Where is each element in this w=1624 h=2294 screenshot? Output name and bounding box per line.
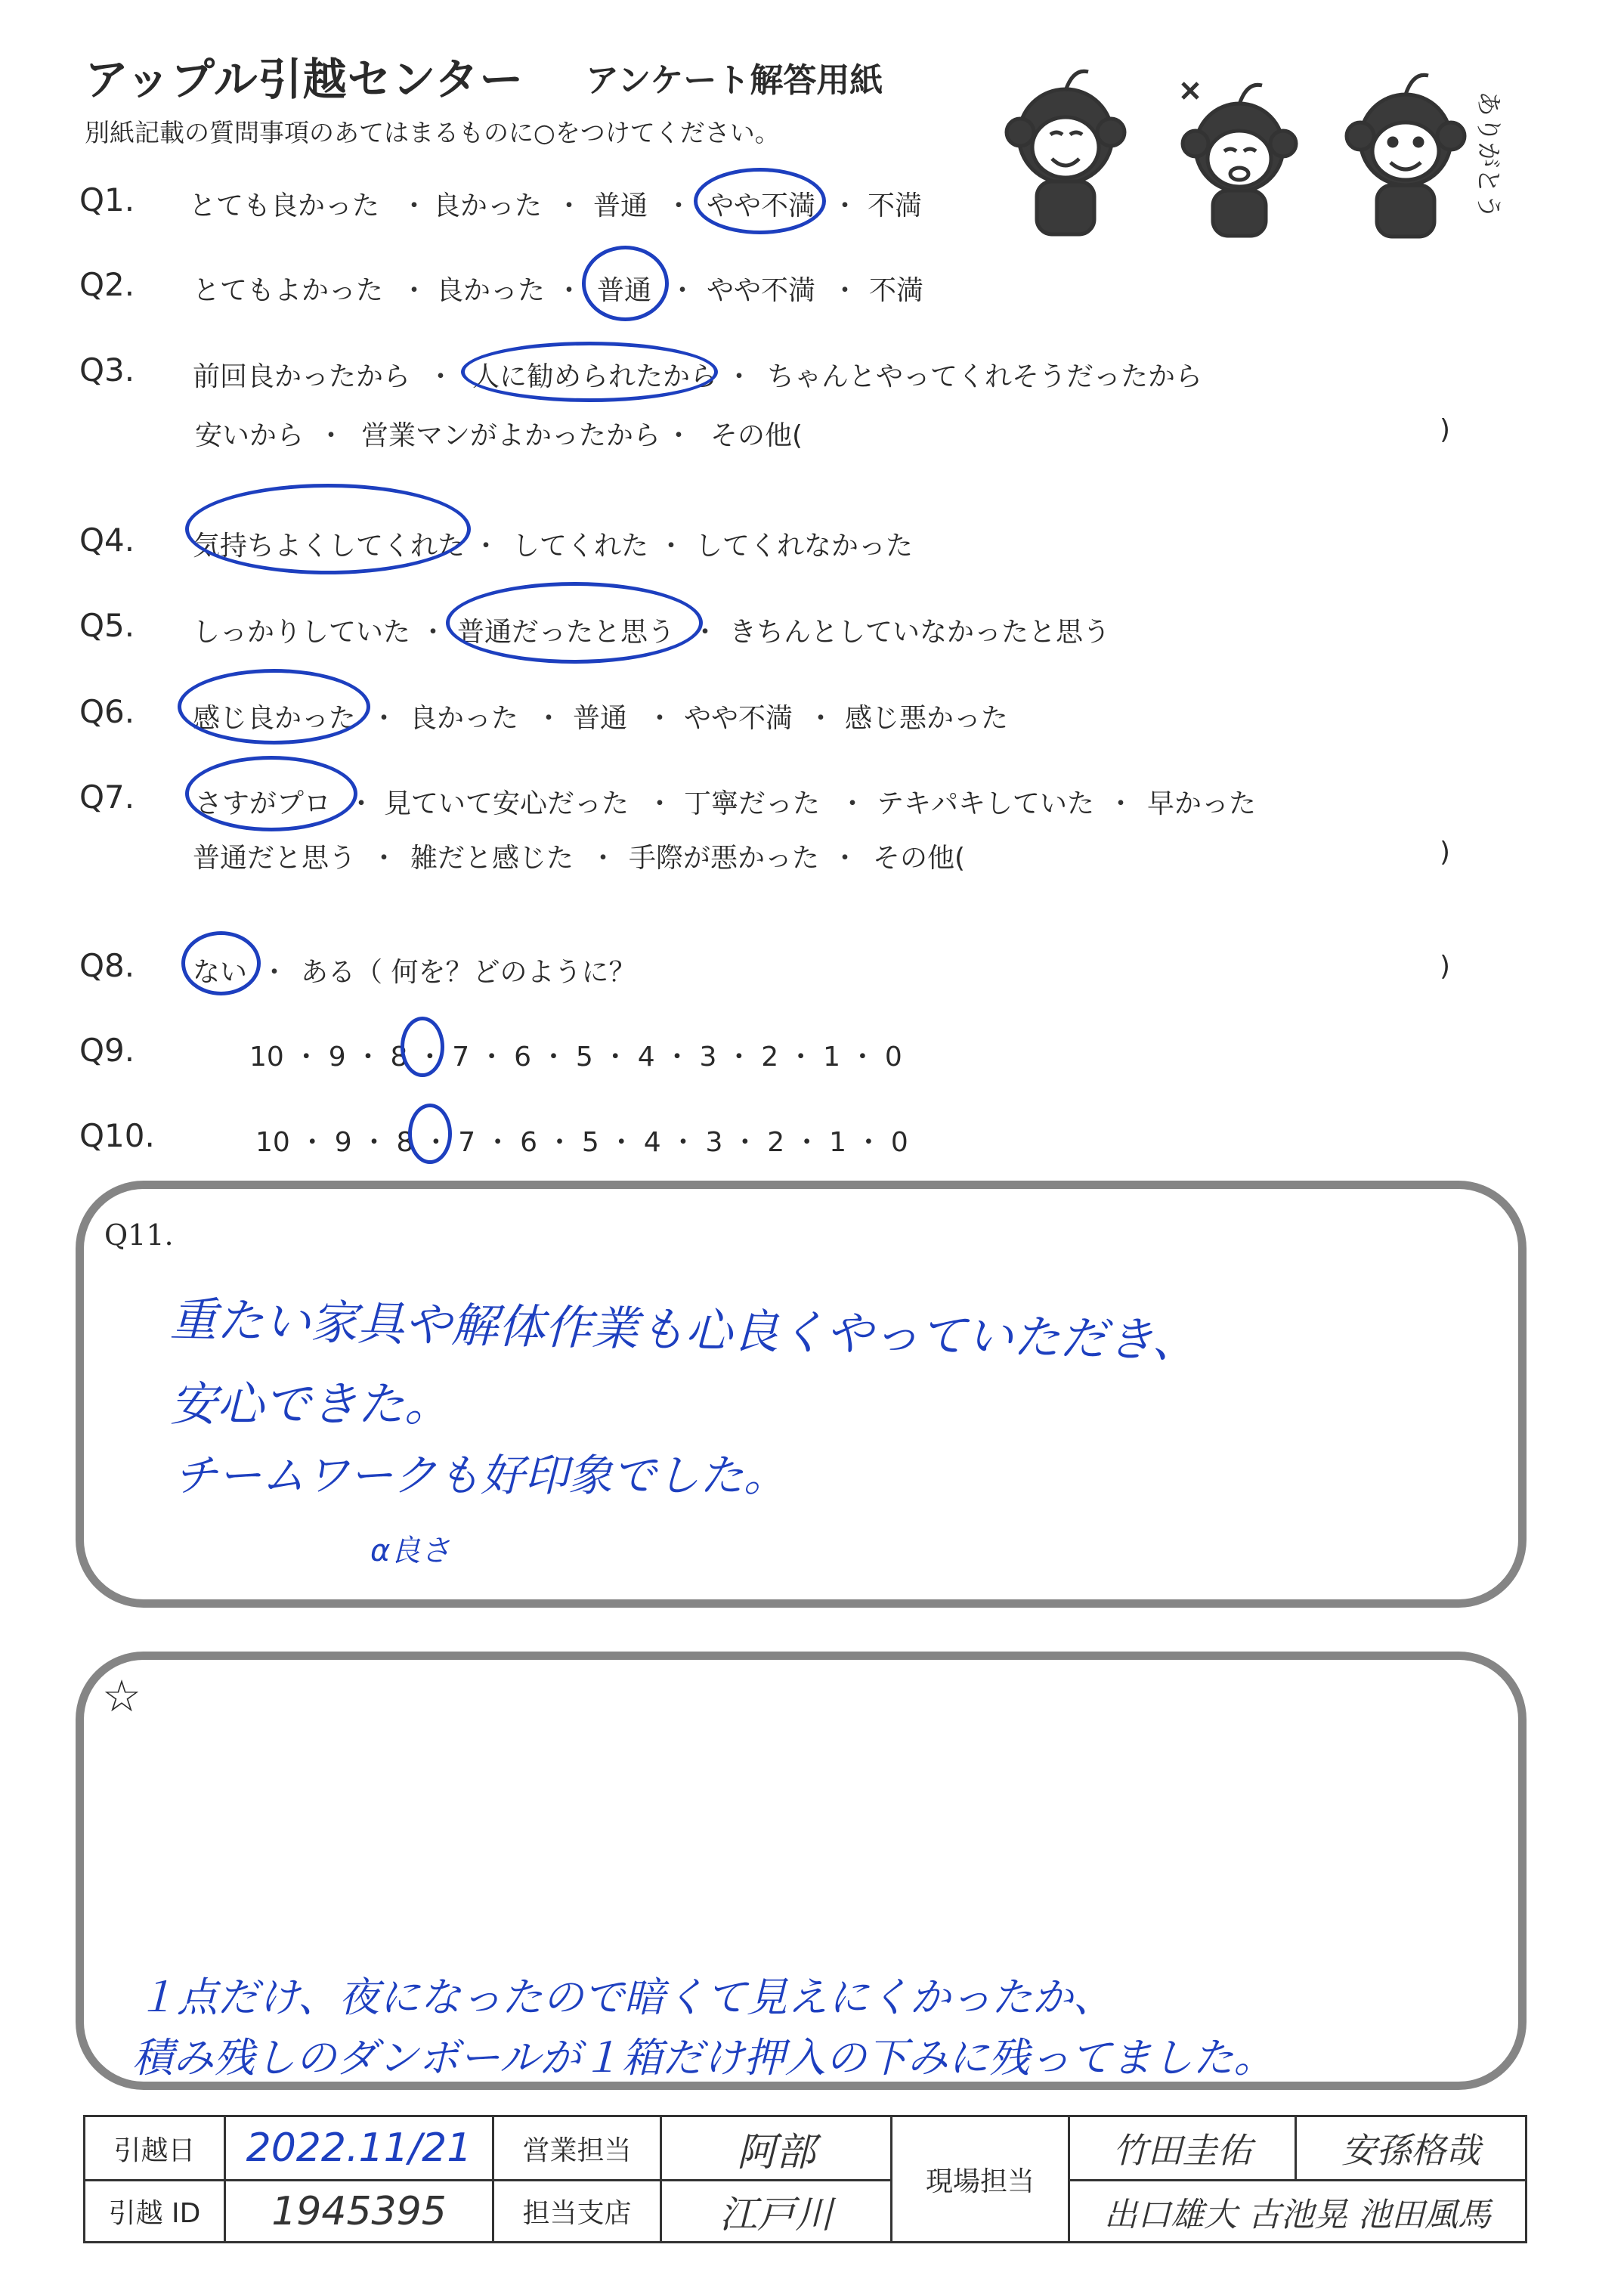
form-subtitle: アンケート解答用紙 (586, 61, 883, 100)
separator-dot: ・ (839, 788, 867, 819)
star-comment-box[interactable] (76, 1652, 1527, 2090)
monkey-icon (1183, 83, 1296, 236)
separator-dot: ・ (317, 420, 345, 451)
move-date-value[interactable]: 2022.11/21 (225, 2116, 493, 2181)
q10-scale-value[interactable]: 2 (767, 1127, 785, 1158)
separator-dot: ・ (1107, 788, 1135, 819)
q9-scale-value[interactable]: 4 (637, 1042, 655, 1073)
separator-dot: ・ (831, 275, 859, 306)
q2-option[interactable]: 不満 (869, 275, 924, 306)
separator-dot: ・ (831, 190, 859, 221)
handwritten-line: 積み残しのダンボールが１箱だけ押入の下みに残ってました。 (132, 2034, 1275, 2082)
q9-scale (249, 1036, 902, 1074)
q7-option[interactable]: 早かった (1147, 788, 1257, 819)
separator-dot: ・ (654, 1042, 700, 1073)
q9-scale-value[interactable]: 0 (884, 1042, 902, 1073)
q2-option-selected[interactable]: 普通 (597, 275, 652, 306)
separator-dot: ・ (716, 1042, 762, 1073)
field-staff-name[interactable]: 安孫格哉 (1296, 2116, 1527, 2181)
separator-dot: ・ (289, 1127, 335, 1158)
q3-option[interactable]: 営業マンがよかったから (361, 420, 661, 451)
separator-dot: ・ (599, 1127, 644, 1158)
q9-scale-value[interactable]: 1 (823, 1042, 840, 1073)
q10-scale-value[interactable]: 4 (643, 1127, 661, 1158)
handwritten-line: チームワークも好印象でした。 (174, 1450, 788, 1501)
q10-scale-value[interactable]: 5 (581, 1127, 599, 1158)
q10-scale (255, 1121, 908, 1159)
field-staff-name: 池田風馬 (1358, 2195, 1491, 2234)
q3-option-selected[interactable]: 人に勧められたから (472, 361, 718, 392)
q2-option[interactable]: 良かった (436, 275, 546, 306)
q7-option-other[interactable]: その他( (873, 843, 966, 874)
separator-dot: ・ (469, 1042, 515, 1073)
q6-option[interactable]: やや不満 (684, 703, 793, 734)
separator-dot: ・ (657, 531, 685, 562)
handwritten-line: 安心できた。 (170, 1376, 452, 1432)
q6-option[interactable]: 普通 (573, 703, 628, 734)
move-id-label: 引越 ID (85, 2181, 225, 2243)
q10-label: Q10. (79, 1117, 155, 1154)
separator-dot: ・ (840, 1042, 885, 1073)
q10-scale-value[interactable]: 9 (334, 1127, 352, 1158)
q6-option-selected[interactable]: 感じ良かった (193, 703, 357, 734)
q7-option[interactable]: 手際が悪かった (629, 843, 820, 874)
separator-dot: ・ (646, 788, 674, 819)
q4-option-selected[interactable]: 気持ちよくしてくれた (193, 531, 466, 562)
q9-scale-value[interactable]: 3 (699, 1042, 717, 1073)
separator-dot: ・ (370, 843, 398, 874)
separator-dot: ・ (370, 703, 398, 734)
q5-option[interactable]: しっかりしていた (193, 617, 411, 648)
field-staff-name: 古池晃 (1248, 2195, 1347, 2234)
q1-option[interactable]: 普通 (593, 190, 648, 221)
brand-title: アップル引越センター (85, 54, 524, 105)
q1-option[interactable]: 不満 (868, 190, 923, 221)
separator-dot: ・ (669, 275, 697, 306)
separator-dot: ・ (725, 361, 753, 392)
q4-option[interactable]: してくれなかった (695, 531, 914, 562)
separator-dot: ・ (531, 1042, 576, 1073)
q1-option-selected[interactable]: やや不満 (707, 190, 816, 221)
q10-scale-value[interactable]: 7 (458, 1127, 476, 1158)
q9-scale-value[interactable]: 8 (390, 1042, 408, 1073)
handwritten-insert: α良さ (370, 1534, 451, 1568)
separator-dot: ・ (778, 1042, 824, 1073)
q1-label: Q1. (79, 181, 135, 218)
q10-scale-value[interactable]: 10 (255, 1127, 290, 1158)
separator-dot: ・ (261, 957, 289, 988)
q4-label: Q4. (79, 522, 135, 559)
separator-dot: ・ (784, 1127, 830, 1158)
separator-dot: ・ (472, 531, 500, 562)
q9-label: Q9. (79, 1032, 135, 1069)
q3-option-other[interactable]: その他( (710, 420, 803, 451)
separator-dot: ・ (401, 190, 428, 221)
q2-label: Q2. (79, 266, 135, 303)
q3-option[interactable]: ちゃんとやってくれそうだったから (767, 361, 1203, 392)
q7-option-selected[interactable]: さすがプロ (195, 788, 332, 819)
q6-option[interactable]: 感じ悪かった (845, 703, 1009, 734)
q7-option[interactable]: テキパキしていた (877, 788, 1095, 819)
separator-dot: ・ (665, 420, 693, 451)
q8-option[interactable]: ある（ 何を？どのように？ (301, 957, 636, 988)
handwritten-line: 重たい家具や解体作業も心良くやっていただき、 (169, 1291, 1200, 1369)
separator-dot: ・ (348, 788, 376, 819)
q10-scale-value[interactable]: 6 (520, 1127, 537, 1158)
q10-scale-value[interactable]: 8 (396, 1127, 414, 1158)
separator-dot: ・ (846, 1127, 891, 1158)
separator-dot: ・ (537, 1127, 582, 1158)
field-staff-name[interactable]: 竹田圭佑 (1069, 2116, 1296, 2181)
monkey-icon (1347, 75, 1465, 237)
q7-option[interactable]: 見ていて安心だった (384, 788, 629, 819)
separator-dot: ・ (555, 190, 583, 221)
monkey-icon (1007, 71, 1124, 234)
separator-dot: ・ (345, 1042, 391, 1073)
q3-option[interactable]: 安いから (195, 420, 305, 451)
q5-option[interactable]: きちんとしていなかったと思う (729, 617, 1111, 648)
q7-option[interactable]: 雑だと感じた (410, 843, 574, 874)
close-paren: ) (1440, 837, 1451, 868)
q5-option-selected[interactable]: 普通だったと思う (457, 617, 676, 648)
move-id-value[interactable]: 1945395 (225, 2181, 493, 2243)
q11-label: Q11. (104, 1218, 174, 1252)
field-staff-name: 出口雄大 (1104, 2195, 1237, 2234)
sales-value[interactable]: 阿部 (661, 2116, 892, 2181)
separator-dot: ・ (660, 1127, 706, 1158)
q9-scale-value[interactable]: 2 (761, 1042, 779, 1073)
separator-dot: ・ (475, 1127, 521, 1158)
separator-dot: ・ (722, 1127, 768, 1158)
separator-dot: ・ (419, 617, 447, 648)
mascot-illustration (990, 45, 1534, 249)
q7-option[interactable]: 丁寧だった (684, 788, 821, 819)
separator-dot: ・ (665, 190, 693, 221)
footer-info-table (83, 2115, 1527, 2243)
separator-dot: ・ (589, 843, 617, 874)
separator-dot: ・ (807, 703, 835, 734)
q4-option[interactable]: してくれた (512, 531, 649, 562)
q6-option[interactable]: 良かった (410, 703, 519, 734)
q9-scale-value[interactable]: 10 (249, 1042, 284, 1073)
field-staff-names[interactable] (1069, 2181, 1527, 2243)
q9-scale-value[interactable]: 7 (452, 1042, 470, 1073)
q1-option[interactable]: とても良かった (189, 190, 380, 221)
q3-label: Q3. (79, 351, 135, 389)
star-icon: ☆ (102, 1670, 141, 1722)
close-paren: ) (1440, 951, 1451, 982)
q8-option-selected[interactable]: ない (193, 957, 248, 988)
handwritten-line: １点だけ、夜になったので暗くて見えにくかったか、 (136, 1974, 1114, 2021)
q1-option[interactable]: 良かった (433, 190, 543, 221)
q9-scale-value[interactable]: 6 (514, 1042, 531, 1073)
q7-option[interactable]: 普通だと思う (193, 843, 357, 874)
q8-label: Q8. (79, 947, 135, 984)
branch-label: 担当支店 (493, 2181, 661, 2243)
separator-dot: ・ (831, 843, 859, 874)
separator-dot: ・ (401, 275, 428, 306)
q7-label: Q7. (79, 779, 135, 816)
q6-label: Q6. (79, 693, 135, 730)
q9-scale-value[interactable]: 5 (575, 1042, 593, 1073)
q2-option[interactable]: やや不満 (707, 275, 816, 306)
q3-option[interactable]: 前回良かったから (193, 361, 411, 392)
q9-scale-value[interactable]: 9 (328, 1042, 346, 1073)
separator-dot: ・ (535, 703, 563, 734)
separator-dot: ・ (592, 1042, 638, 1073)
separator-dot: ・ (691, 617, 719, 648)
separator-dot: ・ (646, 703, 674, 734)
separator-dot: ・ (555, 275, 583, 306)
move-date-label: 引越日 (85, 2116, 225, 2181)
separator-dot: ・ (283, 1042, 329, 1073)
q2-option[interactable]: とてもよかった (193, 275, 384, 306)
branch-value[interactable]: 江戸川 (661, 2181, 892, 2243)
field-staff-label: 現場担当 (892, 2116, 1069, 2243)
close-paren: ) (1440, 414, 1451, 445)
instruction-text: 別紙記載の質問事項のあてはまるものに○をつけてください。 (85, 118, 780, 147)
q10-scale-value[interactable]: 1 (829, 1127, 846, 1158)
q10-scale-value[interactable]: 0 (890, 1127, 908, 1158)
separator-dot: ・ (413, 1127, 459, 1158)
separator-dot: ・ (427, 361, 455, 392)
q5-label: Q5. (79, 607, 135, 644)
mascot-text: ありがとう (1473, 91, 1503, 219)
sales-label: 営業担当 (493, 2116, 661, 2181)
q10-scale-value[interactable]: 3 (705, 1127, 723, 1158)
separator-dot: ・ (407, 1042, 453, 1073)
separator-dot: ・ (351, 1127, 397, 1158)
